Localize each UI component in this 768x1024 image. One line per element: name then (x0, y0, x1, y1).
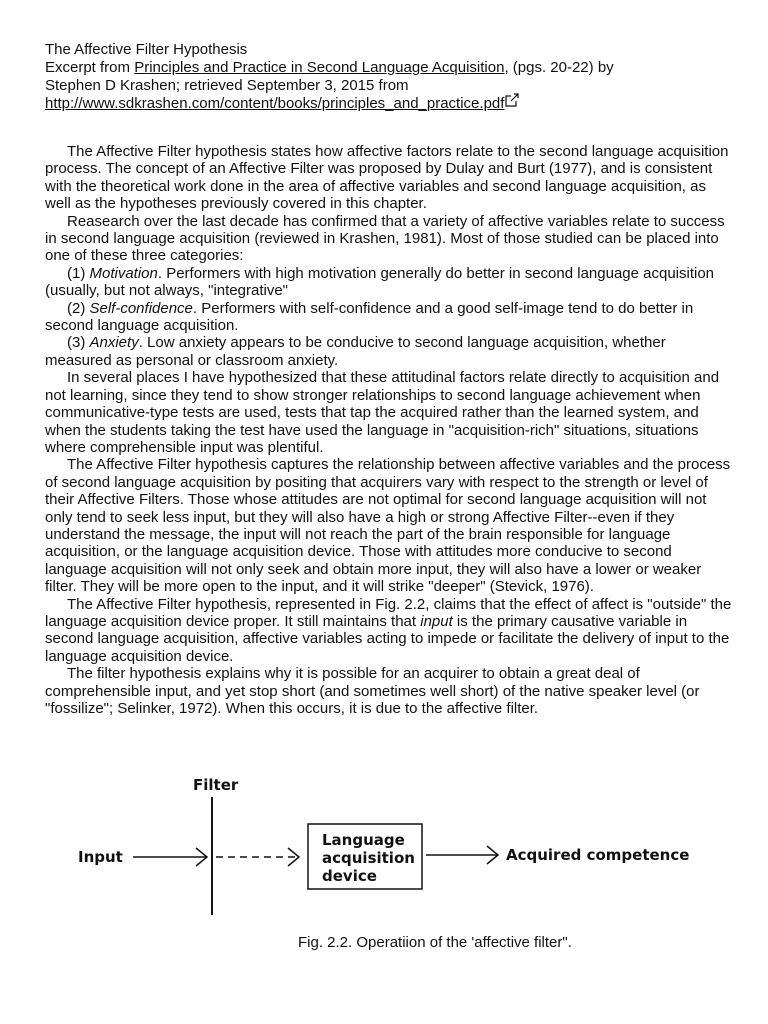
term-self-confidence: Self-confidence (89, 299, 193, 317)
paragraph-fossilize: The filter hypothesis explains why it is possible for an acquirer to obtain a great deal of comprehensible input, and yet stop short (and sometimes well short) of the native speaker level (or "fossilize"; Selinker, 1972). When this occurs, it is due to the affective filter. (45, 665, 700, 717)
article-body (45, 143, 735, 717)
source-url-line (45, 95, 735, 113)
document-header (45, 41, 735, 113)
lad-label-line2: acquisition (322, 849, 415, 867)
list-number: (3) (67, 334, 90, 352)
paragraph-anxiety (45, 334, 735, 369)
paragraph-outside-lad (45, 596, 735, 666)
term-input: input (420, 612, 453, 630)
document-title: The Affective Filter Hypothesis (45, 41, 248, 58)
paragraph-attitudinal: In several places I have hypothesized that these attitudinal factors relate directly to acquisition and not learning, since they tend to show stronger relationships to second language achievement when communicative-type tests are used, tests that tap the acquired rather than the learned system, and when the students taking the test have used the language in "acquisition-rich" situations, situations where comprehensible input was plentiful. (45, 369, 720, 456)
excerpt-line (45, 59, 735, 77)
filter-label: Filter (193, 776, 239, 794)
affective-filter-diagram (70, 765, 710, 925)
motivation-text: . Performers with high motivation generally do better in second language acquisition (usually, but not always, "integrative" (45, 264, 715, 300)
excerpt-suffix: , (pgs. 20-22) by (504, 59, 614, 76)
paragraph-self-confidence (45, 300, 735, 335)
external-link-icon[interactable] (505, 93, 519, 107)
paragraph-intro: The Affective Filter hypothesis states how affective factors relate to the second language acquisition process. The concept of an Affective Filter was proposed by Dulay and Burt (1977), and is consistent with the theoretical work done in the area of affective variables and second language acquisition, as well as the hypotheses previously covered in this chapter. (45, 143, 729, 213)
paragraph-filter-levels: The Affective Filter hypothesis captures the relationship between affective variables and the process of second language acquisition by positing that acquirers vary with respect to the strength or level of their Affective Filters. Those whose attitudes are not optimal for second language acquisition will not only tend to seek less input, but they will also have a high or strong Affective Filter--even if they understand the message, the input will not reach the part of the brain responsible for language acquisition, or the language acquisition device. Those with attitudes more conducive to second language acquisition will not only seek and obtain more input, they will also have a lower or weaker filter. They will be more open to the input, and it will strike "deeper" (Stevick, 1976). (45, 456, 731, 596)
list-number: (2) (67, 299, 90, 317)
lad-label-line3: device (322, 867, 377, 885)
author-line: Stephen D Krashen; retrieved September 3, 2015 from (45, 77, 409, 94)
paragraph-research: Reasearch over the last decade has confirmed that a variety of affective variables relate to success in second language acquisition (reviewed in Krashen, 1981). Most of those studied can be placed into one of these three categories: (45, 212, 725, 265)
list-number: (1) (67, 264, 90, 282)
book-title-link[interactable]: Principles and Practice in Second Language Acquisition (134, 59, 505, 76)
outside-lad-text-b: is the primary causative variable in second language acquisition, affective variables acting to impede or facilitate the delivery of input to the language acquisition device. (45, 612, 730, 665)
excerpt-prefix: Excerpt from (45, 59, 135, 76)
term-anxiety: Anxiety (89, 334, 139, 352)
paragraph-motivation (45, 265, 735, 300)
outside-lad-text-a: The Affective Filter hypothesis, represented in Fig. 2.2, claims that the effect of affect is "outside" the language acquisition device proper. It still maintains that (45, 595, 732, 630)
self-confidence-text: . Performers with self-confidence and a good self-image tend to do better in second language acquisition. (45, 299, 694, 335)
source-url-link[interactable]: http://www.sdkrashen.com/content/books/principles_and_practice.pdf (45, 95, 505, 112)
acquired-competence-label: Acquired competence (506, 846, 690, 864)
term-motivation: Motivation (89, 264, 158, 282)
lad-label-line1: Language (322, 831, 405, 849)
input-label: Input (78, 848, 123, 866)
figure-caption: Fig. 2.2. Operatiion of the 'affective filter". (298, 934, 572, 951)
anxiety-text: . Low anxiety appears to be conducive to second language acquisition, whether measured as personal or classroom anxiety. (45, 334, 666, 369)
